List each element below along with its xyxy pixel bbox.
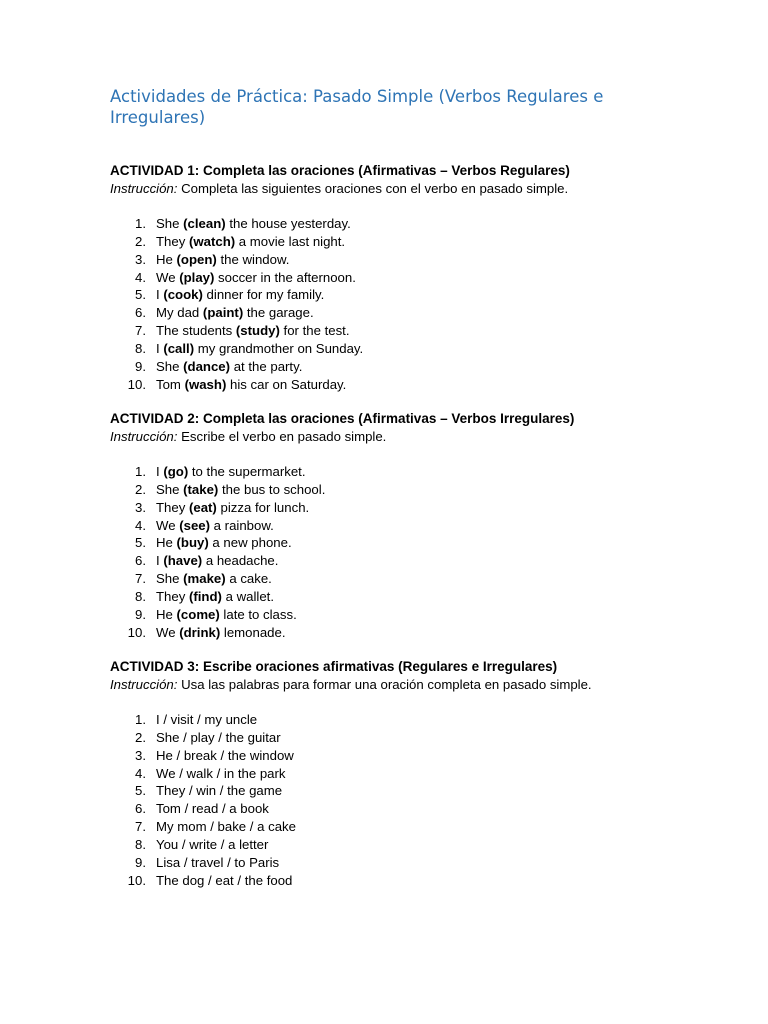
- item-number: 9.: [135, 606, 146, 622]
- item-subject: I: [156, 340, 164, 356]
- list-item: [110, 765, 710, 783]
- list-item: [110, 340, 710, 358]
- item-number: 2.: [135, 233, 146, 249]
- item-subject: He: [156, 251, 177, 267]
- item-rest: soccer in the afternoon.: [214, 269, 356, 285]
- item-verb: (see): [179, 517, 211, 533]
- item-subject: The students: [156, 323, 236, 339]
- item-subject: He: [156, 535, 177, 551]
- list-item: [110, 570, 710, 588]
- item-rest: at the party.: [230, 358, 303, 374]
- item-prompt: He / break / the window: [156, 747, 294, 763]
- item-subject: They: [156, 499, 189, 515]
- item-rest: his car on Saturday.: [226, 376, 347, 392]
- item-subject: My dad: [156, 305, 203, 321]
- item-verb: (play): [179, 269, 215, 285]
- list-item: [110, 534, 710, 552]
- item-number: 7.: [135, 323, 146, 339]
- item-number: 9.: [135, 358, 146, 374]
- activity-heading: ACTIVIDAD 3: Escribe oraciones afirmativas (Regulares e Irregulares): [110, 659, 558, 674]
- item-number: 5.: [135, 535, 146, 551]
- item-rest: the garage.: [243, 305, 314, 321]
- item-verb: (drink): [179, 624, 221, 640]
- item-number: 3.: [135, 251, 146, 267]
- list-item: [110, 624, 710, 642]
- item-number: 1.: [135, 216, 146, 231]
- instruction-label: Instrucción:: [110, 429, 178, 444]
- activity-heading: ACTIVIDAD 2: Completa las oraciones (Afirmativas – Verbos Irregulares): [110, 411, 575, 426]
- item-number: 5.: [135, 287, 146, 303]
- instruction-label: Instrucción:: [110, 677, 178, 692]
- list-item: [110, 269, 710, 287]
- item-verb: (take): [183, 481, 219, 497]
- item-number: 4.: [135, 765, 146, 781]
- item-subject: She: [156, 216, 184, 231]
- item-verb: (make): [183, 571, 226, 587]
- item-verb: (cook): [163, 287, 203, 303]
- activity-1: [110, 162, 710, 392]
- item-rest: my grandmother on Sunday.: [194, 340, 364, 356]
- list-item: [110, 800, 710, 818]
- item-number: 6.: [135, 553, 146, 569]
- item-rest: the window.: [216, 251, 290, 267]
- item-prompt: They / win / the game: [156, 783, 283, 799]
- item-prompt: Tom / read / a book: [156, 801, 269, 817]
- item-number: 7.: [135, 571, 146, 587]
- item-subject: They: [156, 233, 189, 249]
- item-rest: a headache.: [202, 553, 279, 569]
- item-number: 10.: [127, 624, 146, 640]
- item-number: 5.: [135, 783, 146, 799]
- item-rest: pizza for lunch.: [216, 499, 310, 515]
- item-number: 7.: [135, 819, 146, 835]
- item-verb: (dance): [183, 358, 231, 374]
- item-verb: (eat): [188, 499, 217, 515]
- list-item: [110, 322, 710, 340]
- item-rest: a rainbow.: [210, 517, 274, 533]
- list-item: [110, 606, 710, 624]
- item-verb: (wash): [184, 376, 227, 392]
- item-rest: for the test.: [279, 323, 350, 339]
- document-title: Actividades de Práctica: Pasado Simple (Verbos Regulares e Irregulares): [110, 87, 604, 127]
- item-number: 3.: [135, 747, 146, 763]
- item-subject: They: [156, 588, 189, 604]
- list-item: [110, 499, 710, 517]
- activity-instruction: [110, 428, 710, 446]
- item-prompt: She / play / the guitar: [156, 729, 281, 745]
- item-verb: (study): [235, 323, 280, 339]
- list-item: [110, 286, 710, 304]
- item-subject: We: [156, 517, 180, 533]
- exercise-list: [110, 463, 710, 641]
- item-rest: dinner for my family.: [202, 287, 325, 303]
- list-item: [110, 481, 710, 499]
- item-subject: She: [156, 571, 184, 587]
- item-number: 2.: [135, 729, 146, 745]
- item-subject: I: [156, 464, 164, 479]
- item-prompt: You / write / a letter: [156, 836, 269, 852]
- item-number: 10.: [127, 376, 146, 392]
- activity-3: [110, 658, 710, 888]
- list-item: [110, 233, 710, 251]
- item-verb: (call): [163, 340, 195, 356]
- list-item: [110, 836, 710, 854]
- item-verb: (watch): [188, 233, 236, 249]
- item-number: 4.: [135, 517, 146, 533]
- item-number: 1.: [135, 712, 146, 727]
- item-number: 9.: [135, 854, 146, 870]
- item-subject: She: [156, 358, 184, 374]
- item-rest: lemonade.: [220, 624, 286, 640]
- activity-instruction: [110, 180, 710, 198]
- instruction-text: Completa las siguientes oraciones con el verbo en pasado simple.: [177, 181, 569, 196]
- item-number: 6.: [135, 305, 146, 321]
- item-verb: (go): [163, 464, 189, 479]
- item-rest: a new phone.: [208, 535, 292, 551]
- item-prompt: I / visit / my uncle: [156, 712, 258, 727]
- item-number: 2.: [135, 481, 146, 497]
- item-number: 1.: [135, 464, 146, 479]
- item-number: 10.: [127, 872, 146, 888]
- list-item: [110, 358, 710, 376]
- item-subject: I: [156, 287, 164, 303]
- item-number: 3.: [135, 499, 146, 515]
- instruction-text: Usa las palabras para formar una oración completa en pasado simple.: [177, 677, 592, 692]
- list-item: [110, 729, 710, 747]
- activity-heading: ACTIVIDAD 1: Completa las oraciones (Afirmativas – Verbos Regulares): [110, 163, 570, 178]
- list-item: [110, 517, 710, 535]
- list-item: [110, 215, 710, 233]
- exercise-list: [110, 215, 710, 393]
- item-prompt: My mom / bake / a cake: [156, 819, 296, 835]
- item-verb: (clean): [183, 216, 226, 231]
- activity-instruction: [110, 676, 710, 694]
- exercise-list: [110, 711, 710, 889]
- item-rest: a wallet.: [221, 588, 274, 604]
- item-subject: I: [156, 553, 164, 569]
- list-item: [110, 711, 710, 729]
- list-item: [110, 552, 710, 570]
- item-verb: (come): [176, 606, 220, 622]
- item-subject: Tom: [156, 376, 185, 392]
- item-rest: the house yesterday.: [225, 216, 351, 231]
- item-verb: (buy): [176, 535, 209, 551]
- list-item: [110, 304, 710, 322]
- list-item: [110, 818, 710, 836]
- item-rest: a movie last night.: [235, 233, 346, 249]
- item-prompt: We / walk / in the park: [156, 765, 286, 781]
- list-item: [110, 747, 710, 765]
- item-number: 8.: [135, 836, 146, 852]
- item-number: 6.: [135, 801, 146, 817]
- item-verb: (open): [176, 251, 217, 267]
- item-prompt: Lisa / travel / to Paris: [156, 854, 280, 870]
- item-number: 4.: [135, 269, 146, 285]
- list-item: [110, 854, 710, 872]
- instruction-label: Instrucción:: [110, 181, 178, 196]
- item-verb: (find): [188, 588, 222, 604]
- item-verb: (have): [163, 553, 203, 569]
- item-rest: a cake.: [225, 571, 272, 587]
- list-item: [110, 872, 710, 890]
- item-rest: to the supermarket.: [188, 464, 306, 479]
- list-item: [110, 588, 710, 606]
- item-rest: the bus to school.: [218, 481, 326, 497]
- list-item: [110, 463, 710, 481]
- item-prompt: The dog / eat / the food: [156, 872, 293, 888]
- list-item: [110, 782, 710, 800]
- item-verb: (paint): [202, 305, 244, 321]
- item-subject: She: [156, 481, 184, 497]
- item-number: 8.: [135, 340, 146, 356]
- item-subject: He: [156, 606, 177, 622]
- list-item: [110, 376, 710, 394]
- item-subject: We: [156, 269, 180, 285]
- instruction-text: Escribe el verbo en pasado simple.: [177, 429, 387, 444]
- item-number: 8.: [135, 588, 146, 604]
- activity-2: [110, 410, 710, 640]
- item-rest: late to class.: [219, 606, 297, 622]
- item-subject: We: [156, 624, 180, 640]
- list-item: [110, 251, 710, 269]
